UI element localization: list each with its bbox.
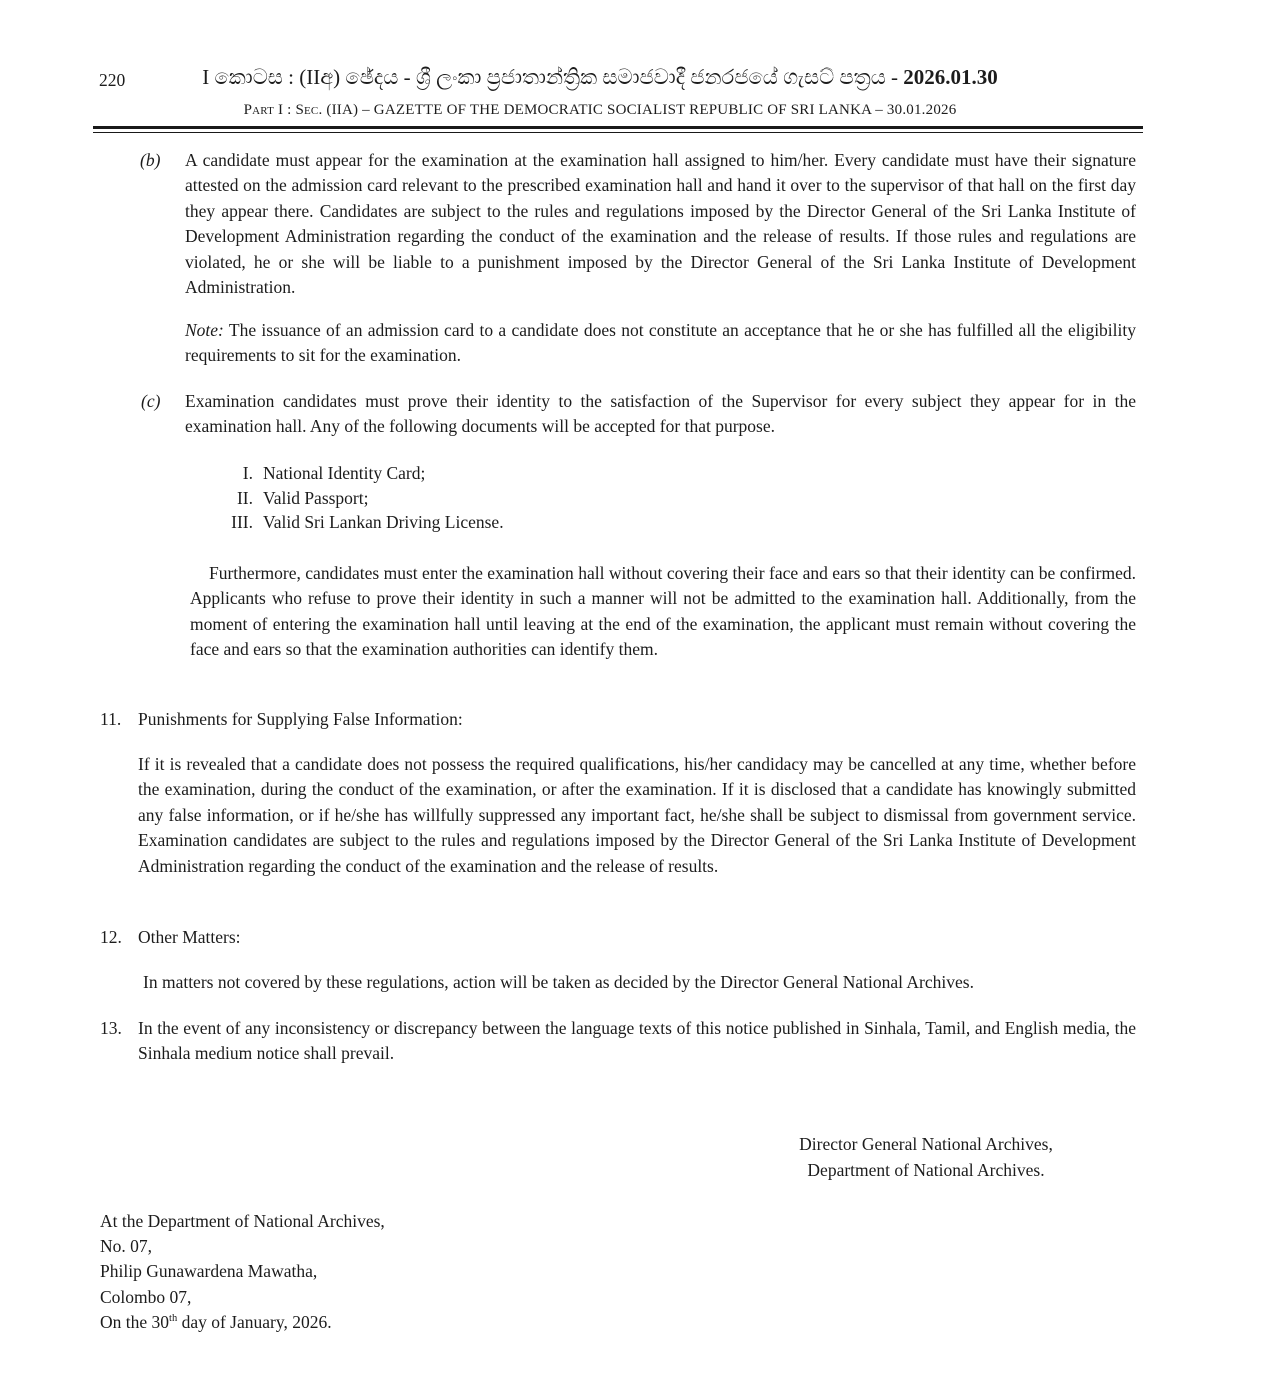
item-11-body: If it is revealed that a candidate does not possess the required qualifications, his/her candidacy may be cancelled at any time, whether before the examination, during the conduct of the examination, or after the examination. If it is disclosed that a candidate has knowingly submitted any false information, or if he/she has willfully suppressed any important fact, he/she shall be subject to dismissal from government service. Examination candidates are subject to the rules and regulations imposed by the Director General of the Sri Lanka Institute of Development Administration regarding the conduct of the examination and the release of results. [138,754,1136,876]
address-block [100,1209,385,1335]
para-b-text: A candidate must appear for the examination at the examination hall assigned to him/her. Every candidate must have their signature attested on the admission card relevant to the prescribed examination hall and hand it over to the supervisor of that hall on the first day they appear there. Candidates are subject to the rules and regulations imposed by the Director General of the Sri Lanka Institute of Development Administration regarding the conduct of the examination and the release of results. If those rules and regulations are violated, he or she will be liable to a punishment imposed by the Director General of the Sri Lanka Institute of Development Administration. [185,150,1136,298]
header-sinhala-text: I කොටස : (IIඅ) ඡේදය - ශ්‍රී ලංකා ප්‍රජාතාන්ත්‍රික සමාජවාදී ජනරජයේ ගැසට් පත්‍රය - [202,65,904,89]
note-paragraph [185,318,1136,369]
address-date-suffix: day of January, 2026. [177,1311,332,1332]
list-item [205,461,425,486]
para-furthermore: Furthermore, candidates must enter the examination hall without covering their face and ears so that their identity can be confirmed. Applicants who refuse to prove their identity in such a manner will not be admitted to the examination hall. Additionally, from the moment of entering the examination hall until leaving at the end of the examination, the applicant must remain without covering the face and ears so that the examination authorities can identify them. [190,563,1136,660]
address-date-ordinal-suffix: th [169,1312,178,1324]
address-line: Philip Gunawardena Mawatha, [100,1261,318,1282]
list-item-text: Valid Sri Lankan Driving License. [263,512,504,532]
list-item [205,486,369,511]
item-13-number: 13. [100,1018,122,1038]
list-item [205,510,504,535]
para-c-label: (c) [141,391,161,411]
address-line: No. 07, [100,1236,153,1257]
address-date-prefix: On the 30 [100,1311,170,1332]
header-divider-rule [93,126,1143,133]
list-item-numeral: II. [236,488,253,508]
list-item-numeral: I. [242,463,253,483]
header-english-title: Part I : Sec. (IIA) – GAZETTE OF THE DEMOCRATIC SOCIALIST REPUBLIC OF SRI LANKA – 30.01.2026 [243,102,957,118]
signature-line-2: Department of National Archives. [807,1160,1045,1180]
list-item-numeral: III. [231,512,253,532]
page-number: 220 [99,70,126,90]
item-12-number: 12. [100,927,122,947]
note-label: Note: [185,320,224,340]
address-date-line [100,1310,385,1335]
note-text: The issuance of an admission card to a candidate does not constitute an acceptance that he or she has fulfilled all the eligibility requirements to sit for the examination. [185,320,1137,366]
item-11-number: 11. [100,709,122,729]
item-11-heading: Punishments for Supplying False Information: [138,709,463,729]
item-12-heading: Other Matters: [138,927,241,947]
signature-line-1: Director General National Archives, [799,1134,1053,1154]
para-c-text: Examination candidates must prove their identity to the satisfaction of the Supervisor for every subject they appear for in the examination hall. Any of the following documents will be accepted for that purpose. [185,391,1136,437]
list-item-text: National Identity Card; [263,463,426,483]
item-12-body: In matters not covered by these regulations, action will be taken as decided by the Director General National Archives. [143,972,974,992]
header-sinhala-title [60,62,1140,92]
signature-block [700,1131,1152,1183]
header-sinhala-date: 2026.01.30 [903,65,998,89]
address-line: Colombo 07, [100,1286,192,1307]
para-b-label: (b) [140,150,161,170]
list-item-text: Valid Passport; [263,488,369,508]
address-line: At the Department of National Archives, [100,1211,385,1231]
item-13-text: In the event of any inconsistency or discrepancy between the language texts of this notice published in Sinhala, Tamil, and English media, the Sinhala medium notice shall prevail. [138,1018,1136,1064]
